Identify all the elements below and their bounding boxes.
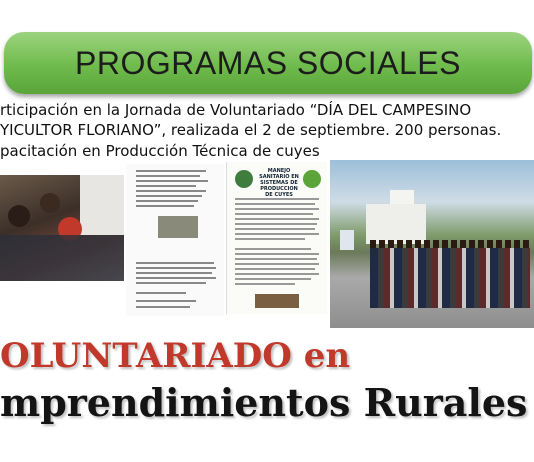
flyer-page-right [226,162,327,314]
training-group-photo [0,175,124,281]
volunteer-group-photo [330,160,534,328]
body-text-line-3: pacitación en Producción Técnica de cuyes [0,142,320,160]
body-text-line-1: rticipación en la Jornada de Voluntariado “DÍA DEL CAMPESINO [0,101,472,119]
flyer-page-left [126,164,224,316]
banner-title: PROGRAMAS SOCIALES [75,44,461,81]
flyer-logo-left-icon [235,170,253,188]
voluntariado-heading: OLUNTARIADO en [0,336,351,376]
flyer-logo-right-icon [303,170,321,188]
flyer-title: MANEJO SANITARIO EN SISTEMAS DE PRODUCCION DE CUYES [259,168,299,198]
emprendimientos-heading: mprendimientos Rurales [0,380,528,425]
body-text-line-2: YICULTOR FLORIANO”, realizada el 2 de septiembre. 200 personas. [0,121,502,139]
programas-sociales-banner [4,32,532,94]
